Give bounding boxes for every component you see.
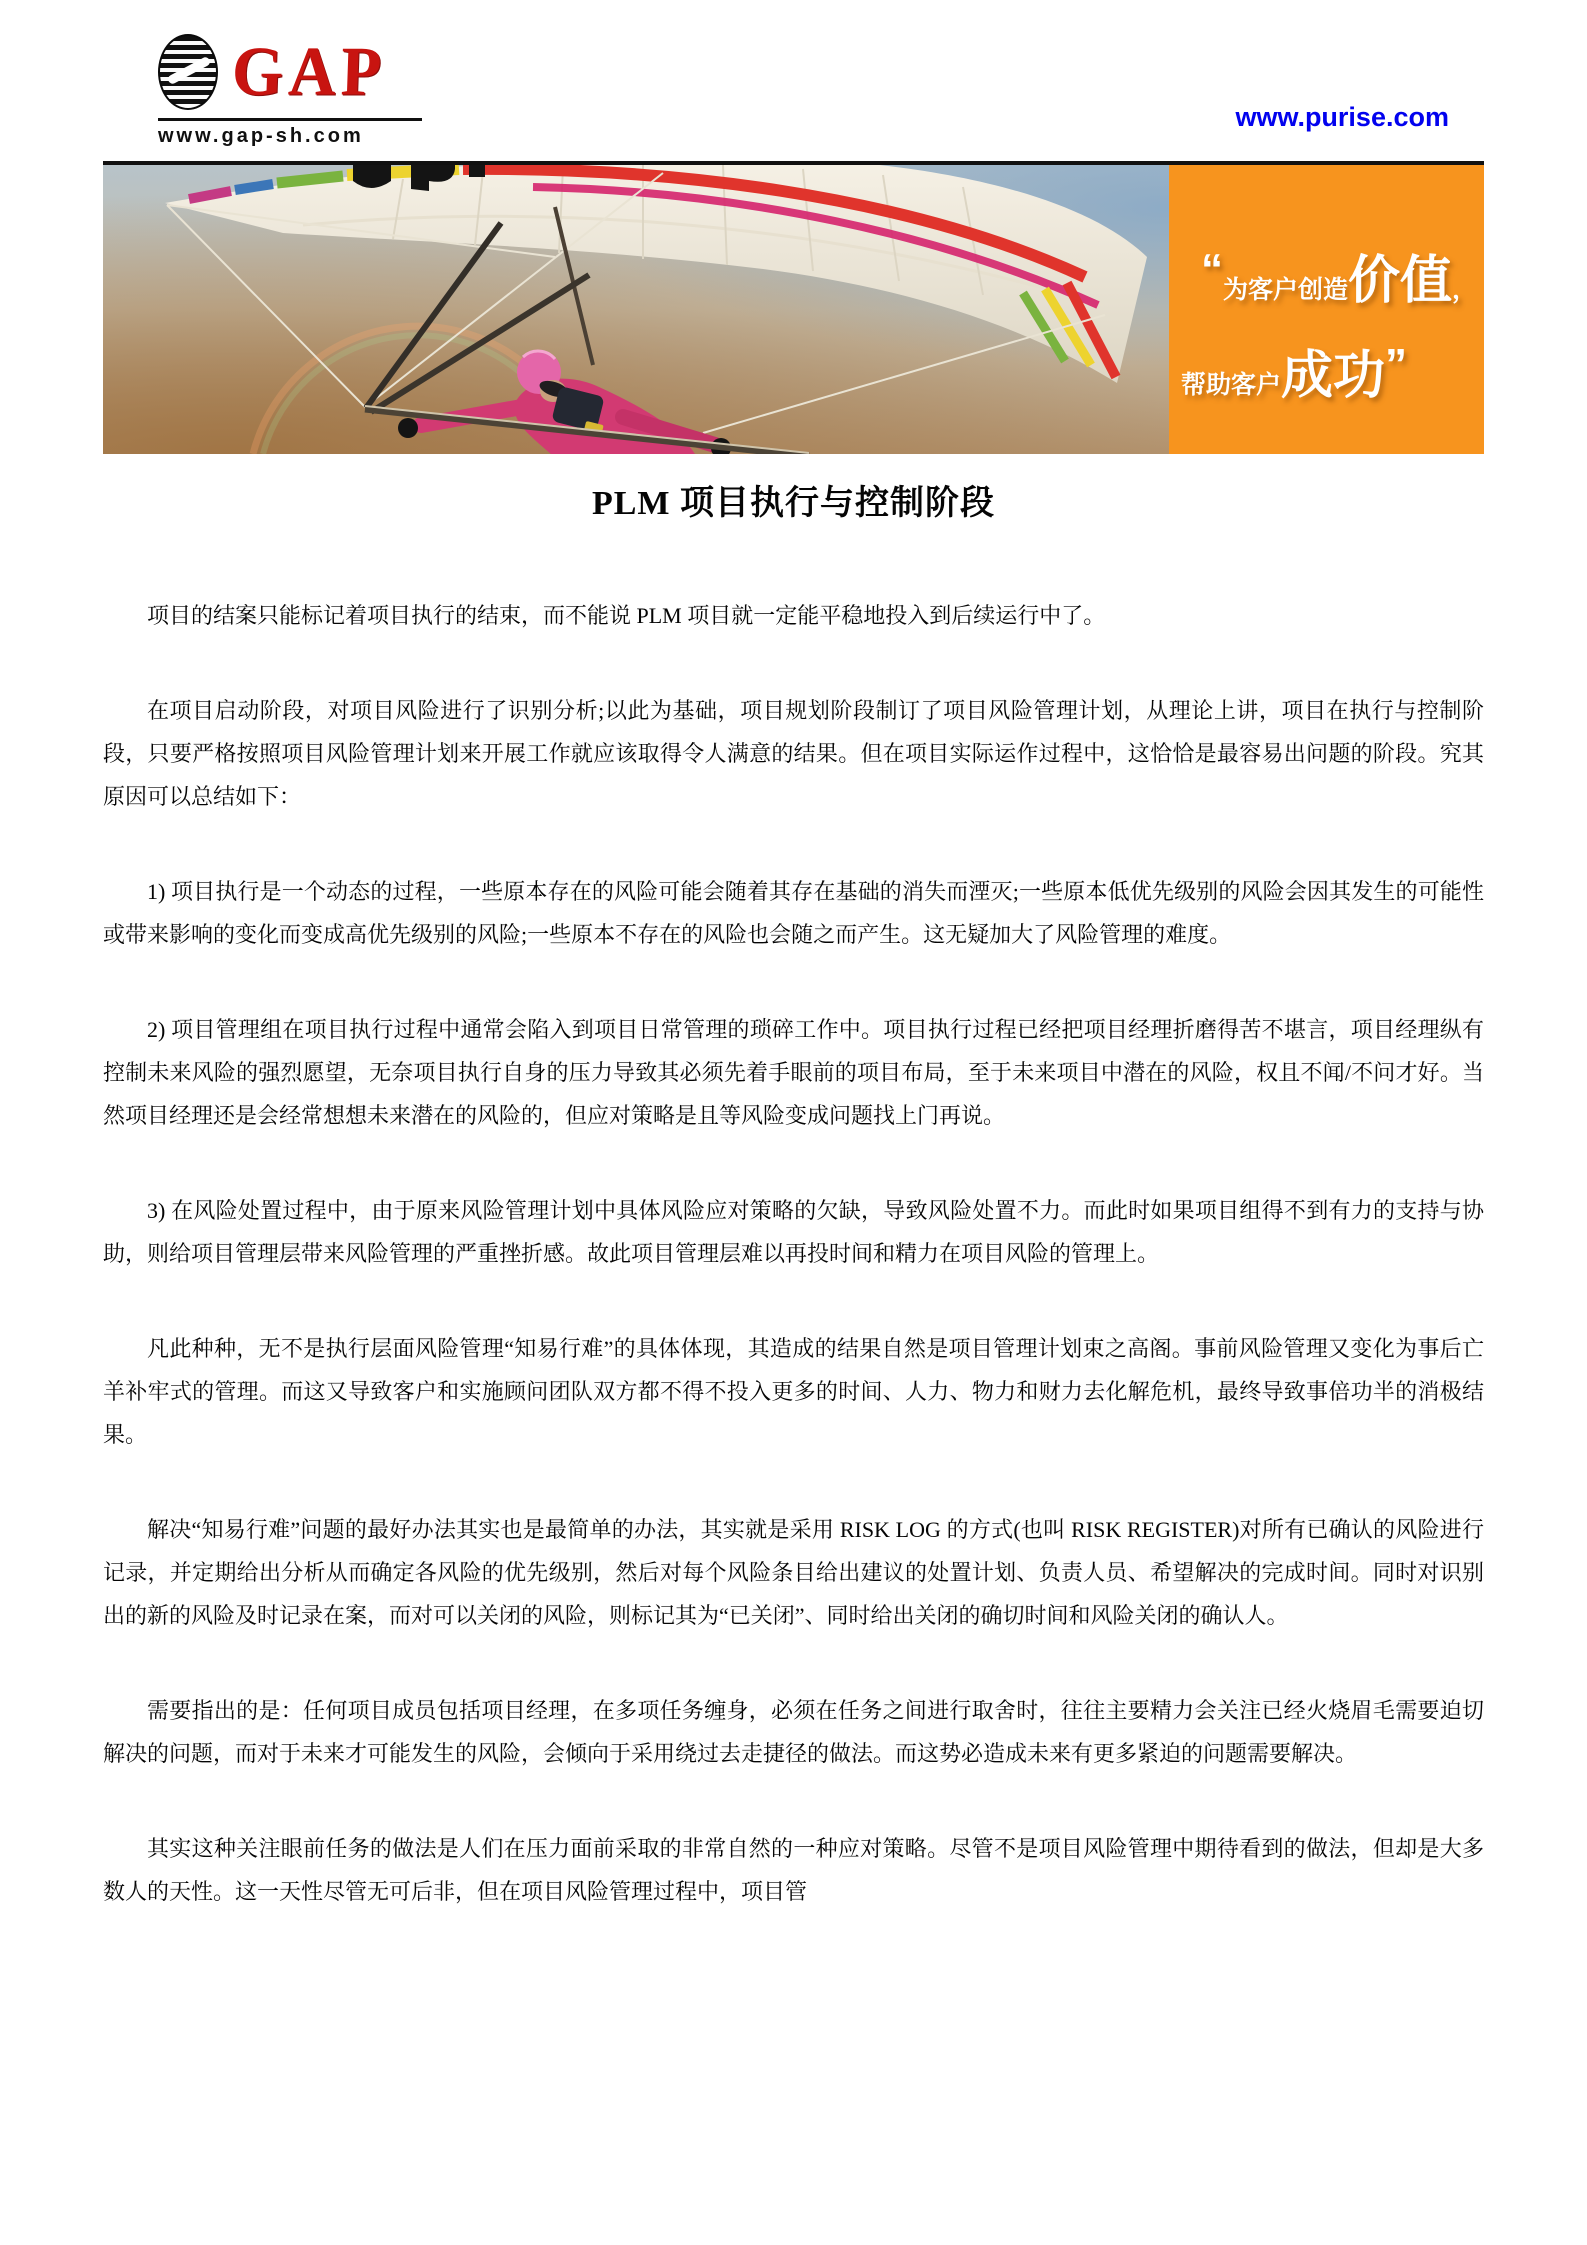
- page-title: PLM 项目执行与控制阶段: [591, 485, 996, 522]
- slogan-line-1: [1169, 245, 1484, 324]
- hang-glider-photo: [103, 165, 1169, 454]
- slogan-big-2: 成功: [1281, 347, 1386, 405]
- content-area: [103, 455, 1484, 1913]
- slogan-comma: ，: [1452, 276, 1478, 304]
- purise-link[interactable]: www.purise.com: [1235, 102, 1449, 132]
- hang-glider-illustration: [103, 165, 1169, 454]
- slogan-small-2: 帮助客户: [1181, 371, 1282, 399]
- close-quote: ”: [1385, 340, 1408, 389]
- paragraph: 在项目启动阶段，对项目风险进行了识别分析;以此为基础，项目规划阶段制订了项目风险管理计划，从理论上讲，项目在执行与控制阶段，只要严格按照项目风险管理计划来开展工作就应该取得令人满意的结果。但在项目实际运作过程中，这恰恰是最容易出问题的阶段。究其原因可以总结如下：: [103, 698, 1484, 809]
- paragraph: 1) 项目执行是一个动态的过程，一些原本存在的风险可能会随着其存在基础的消失而湮灭;一些原本低优先级别的风险会因其发生的可能性或带来影响的变化而变成高优先级别的风险;一些原本不存在的风险也会随之而产生。这无疑加大了风险管理的难度。: [103, 879, 1484, 947]
- paragraph: 3) 在风险处置过程中，由于原来风险管理计划中具体风险应对策略的欠缺，导致风险处置不力。而此时如果项目组得不到有力的支持与协助，则给项目管理层带来风险管理的严重挫折感。故此项目管理层难以再投时间和精力在项目风险的管理上。: [103, 1198, 1484, 1266]
- gap-logo-text: GAP: [230, 32, 388, 111]
- slogan-small-1: 为客户创造: [1223, 276, 1349, 304]
- paragraph: 项目的结案只能标记着项目执行的结束，而不能说 PLM 项目就一定能平稳地投入到后续运行中了。: [147, 603, 1106, 628]
- article-body: [103, 594, 1484, 1913]
- paragraph: 凡此种种，无不是执行层面风险管理“知易行难”的具体体现，其造成的结果自然是项目管理计划束之高阁。事前风险管理又变化为事后亡羊补牢式的管理。而这又导致客户和实施顾问团队双方都不得不投入更多的时间、人力、物力和财力去化解危机，最终导致事倍功半的消极结果。: [103, 1336, 1484, 1447]
- paragraph: 解决“知易行难”问题的最好办法其实也是最简单的办法，其实就是采用 RISK LOG 的方式(也叫 RISK REGISTER)对所有已确认的风险进行记录，并定期给出分析从而确定各风险的优先级别，然后对每个风险条目给出建议的处置计划、负责人员、希望解决的完成时间。同时对识别出的新的风险及时记录在案，而对可以关闭的风险，则标记其为“已关闭”、同时给出关闭的确切时间和风险关闭的确认人。: [103, 1517, 1484, 1628]
- banner: [103, 161, 1484, 454]
- logo-divider: [158, 118, 422, 121]
- globe-highlight: [167, 56, 212, 86]
- globe-icon: [158, 34, 218, 110]
- gap-site-url: www.gap-sh.com: [158, 125, 364, 147]
- slogan-big-1: 价值: [1348, 252, 1453, 310]
- gap-logo: [158, 30, 428, 148]
- slogan-panel: [1169, 165, 1484, 454]
- paragraph: 其实这种关注眼前任务的做法是人们在压力面前采取的非常自然的一种应对策略。尽管不是项目风险管理中期待看到的做法，但却是大多数人的天性。这一天性尽管无可后非，但在项目风险管理过程中，项目管: [103, 1836, 1484, 1904]
- banner-body: [103, 165, 1484, 454]
- paragraph: 2) 项目管理组在项目执行过程中通常会陷入到项目日常管理的琐碎工作中。项目执行过程已经把项目经理折磨得苦不堪言，项目经理纵有控制未来风险的强烈愿望，无奈项目执行自身的压力导致其必须先着手眼前的项目布局，至于未来项目中潜在的风险，权且不闻/不问才好。当然项目经理还是会经常想想未来潜在的风险的，但应对策略是且等风险变成问题找上门再说。: [103, 1017, 1484, 1128]
- open-quote: “: [1201, 245, 1223, 294]
- gap-logo-row: [158, 30, 428, 114]
- slogan-line-2: [1169, 340, 1484, 419]
- paragraph: 需要指出的是：任何项目成员包括项目经理，在多项任务缠身，必须在任务之间进行取舍时，往往主要精力会关注已经火烧眉毛需要迫切解决的问题，而对于未来才可能发生的风险，会倾向于采用绕过去走捷径的做法。而这势必造成未来有更多紧迫的问题需要解决。: [103, 1698, 1484, 1766]
